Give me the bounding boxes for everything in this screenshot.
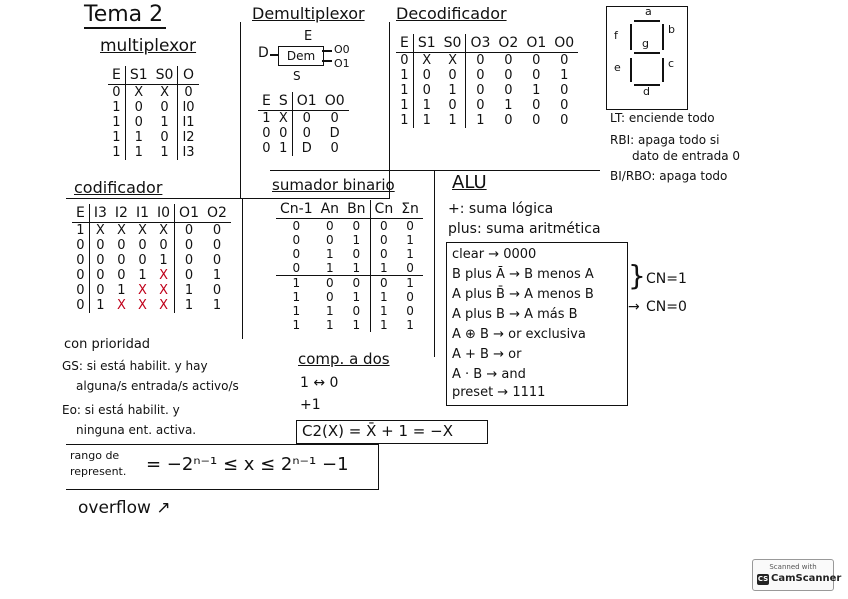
table-row: 1 1 0 1 0 <box>292 304 414 318</box>
table-row: 0 1 0 0 1 <box>292 247 414 261</box>
table-row: 0 0 0 0 1 0 0 <box>76 253 222 268</box>
demultiplexor-heading: Demultiplexor <box>252 4 365 23</box>
cod-col-o2: O2 <box>203 204 231 223</box>
eo-note-cont: ninguna ent. activa. <box>76 423 197 437</box>
decod-col-s1: S1 <box>413 34 439 53</box>
lt-note: LT: enciende todo <box>610 111 715 125</box>
demux-header-row <box>258 92 349 111</box>
alu-op-a-minus-b: A plus B̄ → A menos B <box>452 287 594 302</box>
gs-note: GS: si está habilit. y hay <box>62 359 208 373</box>
demux-s-label: S <box>293 69 301 83</box>
segment-g <box>634 52 660 54</box>
alu-op-xor: A ⊕ B → or exclusiva <box>452 327 586 342</box>
sum-truth-table <box>276 200 423 332</box>
mux-col-e: E <box>108 66 125 85</box>
alu-heading: ALU <box>452 172 487 193</box>
decod-col-o3: O3 <box>466 34 494 53</box>
multiplexor-heading: multiplexor <box>100 36 197 56</box>
camscanner-badge <box>752 559 842 591</box>
cod-col-i1: I1 <box>132 204 153 223</box>
rango-label: rango de <box>70 449 120 462</box>
table-row: 0 0 0 0 0 0 0 <box>76 238 222 253</box>
demux-o0-wire <box>322 50 332 52</box>
segment-b <box>662 24 664 50</box>
table-row: 1 0 0 0 0 0 1 <box>400 68 569 83</box>
sum-col-an: An <box>317 200 343 219</box>
demux-o0-label: O0 <box>334 43 350 56</box>
alu-cn1: CN=1 <box>646 271 687 287</box>
table-row: 1 1 1 1 0 0 0 <box>400 113 569 128</box>
table-row: 0 X X 0 0 0 0 <box>400 53 569 68</box>
demux-col-o1: O1 <box>292 92 320 111</box>
rbi-note: RBI: apaga todo si <box>610 133 720 147</box>
eo-note: Eo: si está habilit. y <box>62 403 180 417</box>
sum-col-sigma: Σn <box>397 200 423 219</box>
cod-col-i0: I0 <box>153 204 175 223</box>
table-row: 1 1 1 1 1 <box>292 318 414 332</box>
decod-col-e: E <box>396 34 413 53</box>
table-row: 0 0 0 D <box>262 126 340 141</box>
decod-header-row <box>396 34 578 53</box>
table-row: 1 0 0 0 1 <box>292 276 414 290</box>
table-row: 0 0 1 X X 1 0 <box>76 283 222 298</box>
cod-col-i3: I3 <box>89 204 111 223</box>
table-row: 0 1 X X X 1 1 <box>76 298 222 313</box>
cod-header-row <box>72 204 231 223</box>
sum-col-cn-1: Cn-1 <box>276 200 317 219</box>
table-row: 1 1 0 I2 <box>108 130 199 145</box>
segment-c <box>662 58 664 82</box>
codificador-heading: codificador <box>74 178 163 197</box>
decod-col-o2: O2 <box>494 34 522 53</box>
title-underline <box>84 27 166 29</box>
decod-col-o1: O1 <box>522 34 550 53</box>
alu-suma-aritmetica: plus: suma aritmética <box>448 221 601 237</box>
bi-rbo-note: BI/RBO: apaga todo <box>610 169 728 183</box>
segment-f <box>630 24 632 50</box>
table-row: 0 X X 0 <box>108 85 199 101</box>
sum-col-cn: Cn <box>370 200 397 219</box>
scanner-brand: CamScanner <box>771 573 842 584</box>
decod-col-s0: S0 <box>440 34 466 53</box>
decod-truth-table <box>396 34 578 128</box>
table-row: 1 X 0 0 <box>262 111 339 126</box>
alu-op-or: A + B → or <box>452 347 522 362</box>
camscanner-logo-icon: CS <box>757 575 769 583</box>
cod-col-e: E <box>72 204 89 223</box>
alu-op-preset: preset → 1111 <box>452 385 546 400</box>
table-row: 0 1 D 0 <box>262 141 339 156</box>
mux-col-s1: S1 <box>125 66 151 85</box>
demux-d-input: D <box>258 45 269 61</box>
comp-invert: 1 ↔ 0 <box>300 375 339 391</box>
cod-truth-table <box>72 204 231 313</box>
alu-op-clear: clear → 0000 <box>452 247 537 262</box>
demux-col-o0: O0 <box>321 92 349 111</box>
demux-col-e: E <box>258 92 275 111</box>
table-row: 1 0 1 I1 <box>108 115 199 130</box>
demux-o1-wire <box>322 60 332 62</box>
segment-d-label: d <box>643 85 650 98</box>
demux-o1-label: O1 <box>334 57 350 70</box>
scanner-caption: Scanned with <box>769 563 817 571</box>
sumador-heading: sumador binario <box>272 176 395 194</box>
table-row: 1 X X X X 0 0 <box>76 223 222 238</box>
alu-op-b-minus-a: B plus Ā → B menos A <box>452 267 594 282</box>
demux-col-s: S <box>275 92 292 111</box>
table-row: 0 0 0 1 X 0 1 <box>76 268 222 283</box>
segment-f-label: f <box>614 29 618 42</box>
comp-formula: C2(X) = X̄ + 1 = −X <box>302 422 453 440</box>
alu-op-a-plus-b: A plus B → A más B <box>452 307 578 322</box>
overflow-note: overflow ↗ <box>78 498 171 518</box>
segment-e-label: e <box>614 61 621 74</box>
segment-a-label: a <box>645 5 652 18</box>
table-row: 1 1 0 0 1 0 0 <box>400 98 569 113</box>
mux-col-o: O <box>178 66 199 85</box>
segment-a <box>634 20 660 22</box>
gs-note-cont: alguna/s entrada/s activo/s <box>76 379 239 393</box>
rango-formula: = −2ⁿ⁻¹ ≤ x ≤ 2ⁿ⁻¹ −1 <box>146 454 349 475</box>
mux-header-row <box>108 66 199 85</box>
alu-cn0: CN=0 <box>646 299 687 315</box>
alu-arrow-icon: → <box>628 299 640 315</box>
table-row: 0 1 1 1 0 <box>276 261 423 276</box>
cod-col-o1: O1 <box>175 204 203 223</box>
rbi-note-cont: dato de entrada 0 <box>632 149 741 163</box>
alu-op-and: A · B → and <box>452 367 526 382</box>
demux-e-label: E <box>304 29 313 44</box>
comp-heading: comp. a dos <box>298 350 390 368</box>
sum-header-row <box>276 200 423 219</box>
comp-plus-one: +1 <box>300 397 321 413</box>
page-title: Tema 2 <box>84 2 164 27</box>
table-row: 0 0 0 0 0 <box>292 219 414 233</box>
decodificador-heading: Decodificador <box>396 4 507 23</box>
mux-truth-table <box>108 66 199 160</box>
table-row: 1 0 0 I0 <box>108 100 199 115</box>
decod-col-o0: O0 <box>550 34 578 53</box>
demux-truth-table <box>258 92 349 156</box>
sum-col-bn: Bn <box>343 200 370 219</box>
segment-c-label: c <box>668 57 675 70</box>
table-row: 1 0 1 0 0 1 0 <box>400 83 569 98</box>
cod-col-i2: I2 <box>111 204 132 223</box>
alu-brace-icon: } <box>628 259 646 292</box>
segment-e <box>630 58 632 82</box>
mux-col-s0: S0 <box>152 66 178 85</box>
table-row: 0 0 1 0 1 <box>292 233 414 247</box>
segment-g-label: g <box>642 37 649 50</box>
demux-block: Dem <box>278 46 324 66</box>
segment-b-label: b <box>668 23 675 36</box>
rango-label-cont: represent. <box>70 465 127 478</box>
alu-suma-logica: +: suma lógica <box>448 201 554 217</box>
table-row: 1 1 1 I3 <box>108 145 199 160</box>
table-row: 1 0 1 1 0 <box>292 290 414 304</box>
prioridad-label: con prioridad <box>64 337 151 352</box>
demux-d-wire <box>270 54 278 56</box>
